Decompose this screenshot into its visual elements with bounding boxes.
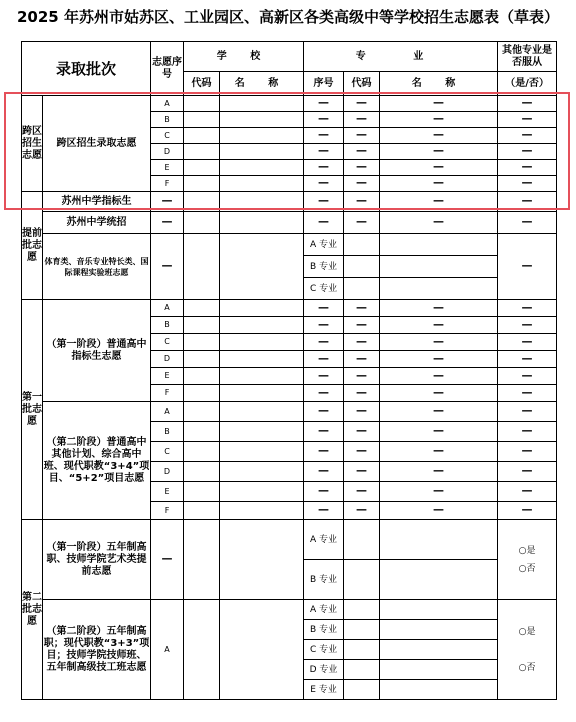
school-code-field[interactable] [184, 128, 220, 144]
dash: — [356, 300, 368, 314]
section-early-batch: 提前批志愿 [22, 192, 43, 300]
dash: — [521, 503, 533, 516]
major-name-field[interactable] [380, 680, 498, 700]
dash: — [521, 112, 533, 125]
dash: — [521, 96, 533, 109]
suzhou-high-quota: 苏州中学指标生 [43, 192, 151, 212]
dash: — [356, 424, 368, 437]
seq-a: A [151, 402, 184, 422]
school-name-field[interactable] [220, 600, 304, 700]
dash: — [433, 351, 445, 365]
school-name-field[interactable] [220, 462, 304, 482]
dash: — [521, 484, 533, 497]
dash: — [356, 96, 368, 109]
dash: — [521, 404, 533, 417]
major-name-field[interactable] [380, 234, 498, 256]
first-batch-stage2: （第二阶段）普通高中其他计划、综合高中班、现代职教“3+4”项目、“5+2”项目志愿 [43, 402, 151, 520]
school-name-field[interactable] [220, 422, 304, 442]
major-label-a: A 专业 [304, 600, 344, 620]
school-code-field[interactable] [184, 462, 220, 482]
school-code-field[interactable] [184, 234, 220, 300]
dash: — [318, 424, 330, 437]
seq-f: F [151, 176, 184, 192]
major-code-field[interactable] [344, 520, 380, 560]
cross-district-admission: 跨区招生录取志愿 [43, 96, 151, 192]
seq-e: E [151, 368, 184, 385]
dash: — [318, 96, 330, 109]
dash: — [318, 385, 330, 399]
major-label-b: B 专业 [304, 620, 344, 640]
major-name-field[interactable] [380, 640, 498, 660]
dash: — [521, 368, 533, 382]
other-major-choice[interactable] [498, 520, 557, 600]
school-name-field[interactable] [220, 351, 304, 368]
header-batch: 录取批次 [22, 42, 151, 96]
seq-e: E [151, 160, 184, 176]
dash: — [356, 317, 368, 331]
dash: — [356, 351, 368, 365]
school-code-field[interactable] [184, 112, 220, 128]
seq-d: D [151, 351, 184, 368]
dash: — [318, 300, 330, 314]
school-code-field[interactable] [184, 334, 220, 351]
dash: — [433, 464, 445, 477]
major-code-field[interactable] [344, 256, 380, 278]
dash: — [433, 444, 445, 457]
school-code-field[interactable] [184, 351, 220, 368]
major-label-c: C 专业 [304, 278, 344, 300]
dash: — [161, 259, 173, 272]
dash: — [161, 194, 173, 207]
seq-d: D [151, 144, 184, 160]
header-major-name: 名 称 [380, 72, 498, 96]
major-name-field[interactable] [380, 600, 498, 620]
dash: — [356, 503, 368, 516]
other-major-choice[interactable] [498, 600, 557, 700]
school-code-field[interactable] [184, 96, 220, 112]
dash: — [433, 424, 445, 437]
seq-f: F [151, 385, 184, 402]
school-name-field[interactable] [220, 300, 304, 317]
school-name-field[interactable] [220, 442, 304, 462]
dash: — [318, 112, 330, 125]
seq-c: C [151, 334, 184, 351]
yes-radio[interactable]: ○是 [518, 545, 536, 556]
major-label-e: E 专业 [304, 680, 344, 700]
dash: — [356, 334, 368, 348]
dash: — [521, 215, 533, 228]
section-first-batch: 第一批志愿 [22, 300, 43, 520]
school-code-field[interactable] [184, 422, 220, 442]
dash: — [356, 112, 368, 125]
major-code-field[interactable] [344, 234, 380, 256]
dash: — [433, 160, 445, 173]
dash: — [433, 368, 445, 382]
school-code-field[interactable] [184, 482, 220, 502]
dash: — [356, 385, 368, 399]
dash: — [318, 128, 330, 141]
dash: — [433, 317, 445, 331]
dash: — [318, 351, 330, 365]
school-code-field[interactable] [184, 385, 220, 402]
dash: — [521, 259, 533, 272]
school-name-field[interactable] [220, 402, 304, 422]
school-name-field[interactable] [220, 482, 304, 502]
major-label-c: C 专业 [304, 640, 344, 660]
school-code-field[interactable] [184, 192, 220, 212]
dash: — [521, 144, 533, 157]
dash: — [521, 176, 533, 189]
school-name-field[interactable] [220, 385, 304, 402]
major-name-field[interactable] [380, 560, 498, 600]
header-other-major: 其他专业是否服从 [498, 42, 557, 72]
dash: — [318, 334, 330, 348]
dash: — [318, 215, 330, 228]
application-form [21, 41, 556, 713]
seq-b: B [151, 112, 184, 128]
school-code-field[interactable] [184, 502, 220, 520]
header-yes-no: （是/否） [498, 72, 557, 96]
dash: — [433, 334, 445, 348]
school-name-field[interactable] [220, 144, 304, 160]
dash: — [161, 552, 173, 565]
dash: — [356, 484, 368, 497]
dash: — [356, 464, 368, 477]
no-radio[interactable]: ○否 [518, 563, 536, 574]
seq-f: F [151, 502, 184, 520]
dash: — [356, 404, 368, 417]
yes-radio[interactable]: ○是 [518, 626, 536, 637]
header-major-order: 序号 [304, 72, 344, 96]
seq-b: B [151, 317, 184, 334]
dash: — [521, 424, 533, 437]
no-radio[interactable]: ○否 [518, 662, 536, 673]
dash: — [318, 464, 330, 477]
school-code-field[interactable] [184, 600, 220, 700]
dash: — [433, 404, 445, 417]
header-school: 学 校 [184, 42, 304, 72]
form-table [21, 41, 557, 700]
dash: — [521, 317, 533, 331]
dash: — [433, 194, 445, 207]
dash: — [433, 144, 445, 157]
seq-c: C [151, 128, 184, 144]
header-school-name: 名 称 [220, 72, 304, 96]
major-code-field[interactable] [344, 640, 380, 660]
school-name-field[interactable] [220, 502, 304, 520]
dash: — [318, 317, 330, 331]
school-name-field[interactable] [220, 192, 304, 212]
seq-b: B [151, 422, 184, 442]
dash: — [356, 160, 368, 173]
dash: — [161, 215, 173, 228]
school-name-field[interactable] [220, 234, 304, 300]
dash: — [521, 444, 533, 457]
dash: — [356, 215, 368, 228]
seq-a: A [151, 96, 184, 112]
dash: — [433, 128, 445, 141]
school-code-field[interactable] [184, 317, 220, 334]
school-name-field[interactable] [220, 334, 304, 351]
school-code-field[interactable] [184, 160, 220, 176]
section-cross-district: 跨区招生志愿 [22, 96, 43, 192]
suzhou-high-general: 苏州中学统招 [43, 212, 151, 234]
major-code-field[interactable] [344, 660, 380, 680]
seq-a: A [151, 300, 184, 317]
dash: — [521, 334, 533, 348]
school-code-field[interactable] [184, 300, 220, 317]
dash: — [433, 215, 445, 228]
major-name-field[interactable] [380, 520, 498, 560]
school-name-field[interactable] [220, 96, 304, 112]
dash: — [356, 176, 368, 189]
form-title: 2025 年苏州市姑苏区、工业园区、高新区各类高级中等学校招生志愿表（草表） [17, 8, 559, 26]
dash: — [318, 194, 330, 207]
dash: — [318, 503, 330, 516]
school-name-field[interactable] [220, 160, 304, 176]
school-code-field[interactable] [184, 520, 220, 600]
dash: — [318, 444, 330, 457]
dash: — [521, 300, 533, 314]
major-name-field[interactable] [380, 620, 498, 640]
school-code-field[interactable] [184, 212, 220, 234]
header-seq: 志愿序号 [151, 42, 184, 96]
seq-d: D [151, 462, 184, 482]
dash: — [356, 368, 368, 382]
major-code-field[interactable] [344, 620, 380, 640]
dash: — [356, 144, 368, 157]
major-name-field[interactable] [380, 278, 498, 300]
major-code-field[interactable] [344, 680, 380, 700]
school-name-field[interactable] [220, 212, 304, 234]
dash: — [521, 194, 533, 207]
dash: — [433, 96, 445, 109]
dash: — [433, 484, 445, 497]
seq-e: E [151, 482, 184, 502]
major-label-a: A 专业 [304, 234, 344, 256]
dash: — [521, 385, 533, 399]
section-second-batch: 第二批志愿 [22, 520, 43, 700]
school-code-field[interactable] [184, 402, 220, 422]
second-batch-stage2: （第二阶段）五年制高职；现代职教“3+3”项目；技师学院技师班、五年制高级技工班志愿 [43, 600, 151, 700]
dash: — [318, 144, 330, 157]
school-name-field[interactable] [220, 112, 304, 128]
dash: — [433, 112, 445, 125]
dash: — [433, 503, 445, 516]
major-label-b: B 专业 [304, 560, 344, 600]
dash: — [521, 464, 533, 477]
school-code-field[interactable] [184, 442, 220, 462]
dash: — [521, 128, 533, 141]
dash: — [318, 404, 330, 417]
second-batch-stage1: （第一阶段）五年制高职、技师学院艺术类提前志愿 [43, 520, 151, 600]
dash: — [318, 160, 330, 173]
header-major: 专 业 [304, 42, 498, 72]
seq-a: A [151, 600, 184, 700]
school-name-field[interactable] [220, 317, 304, 334]
major-code-field[interactable] [344, 278, 380, 300]
dash: — [433, 300, 445, 314]
major-code-field[interactable] [344, 560, 380, 600]
dash: — [433, 176, 445, 189]
dash: — [356, 128, 368, 141]
major-label-d: D 专业 [304, 660, 344, 680]
dash: — [356, 194, 368, 207]
seq-c: C [151, 442, 184, 462]
school-name-field[interactable] [220, 176, 304, 192]
dash: — [318, 484, 330, 497]
dash: — [318, 176, 330, 189]
major-name-field[interactable] [380, 256, 498, 278]
dash: — [521, 160, 533, 173]
school-name-field[interactable] [220, 128, 304, 144]
header-school-code: 代码 [184, 72, 220, 96]
school-name-field[interactable] [220, 368, 304, 385]
school-code-field[interactable] [184, 176, 220, 192]
school-name-field[interactable] [220, 520, 304, 600]
school-code-field[interactable] [184, 368, 220, 385]
header-major-code: 代码 [344, 72, 380, 96]
dash: — [356, 444, 368, 457]
major-code-field[interactable] [344, 600, 380, 620]
dash: — [521, 351, 533, 365]
school-code-field[interactable] [184, 144, 220, 160]
major-name-field[interactable] [380, 660, 498, 680]
major-label-a: A 专业 [304, 520, 344, 560]
dash: — [318, 368, 330, 382]
first-batch-stage1: （第一阶段）普通高中指标生志愿 [43, 300, 151, 402]
dash: — [433, 385, 445, 399]
special-talent-admission: 体育类、音乐专业特长类、国际课程实验班志愿 [43, 234, 151, 300]
major-label-b: B 专业 [304, 256, 344, 278]
